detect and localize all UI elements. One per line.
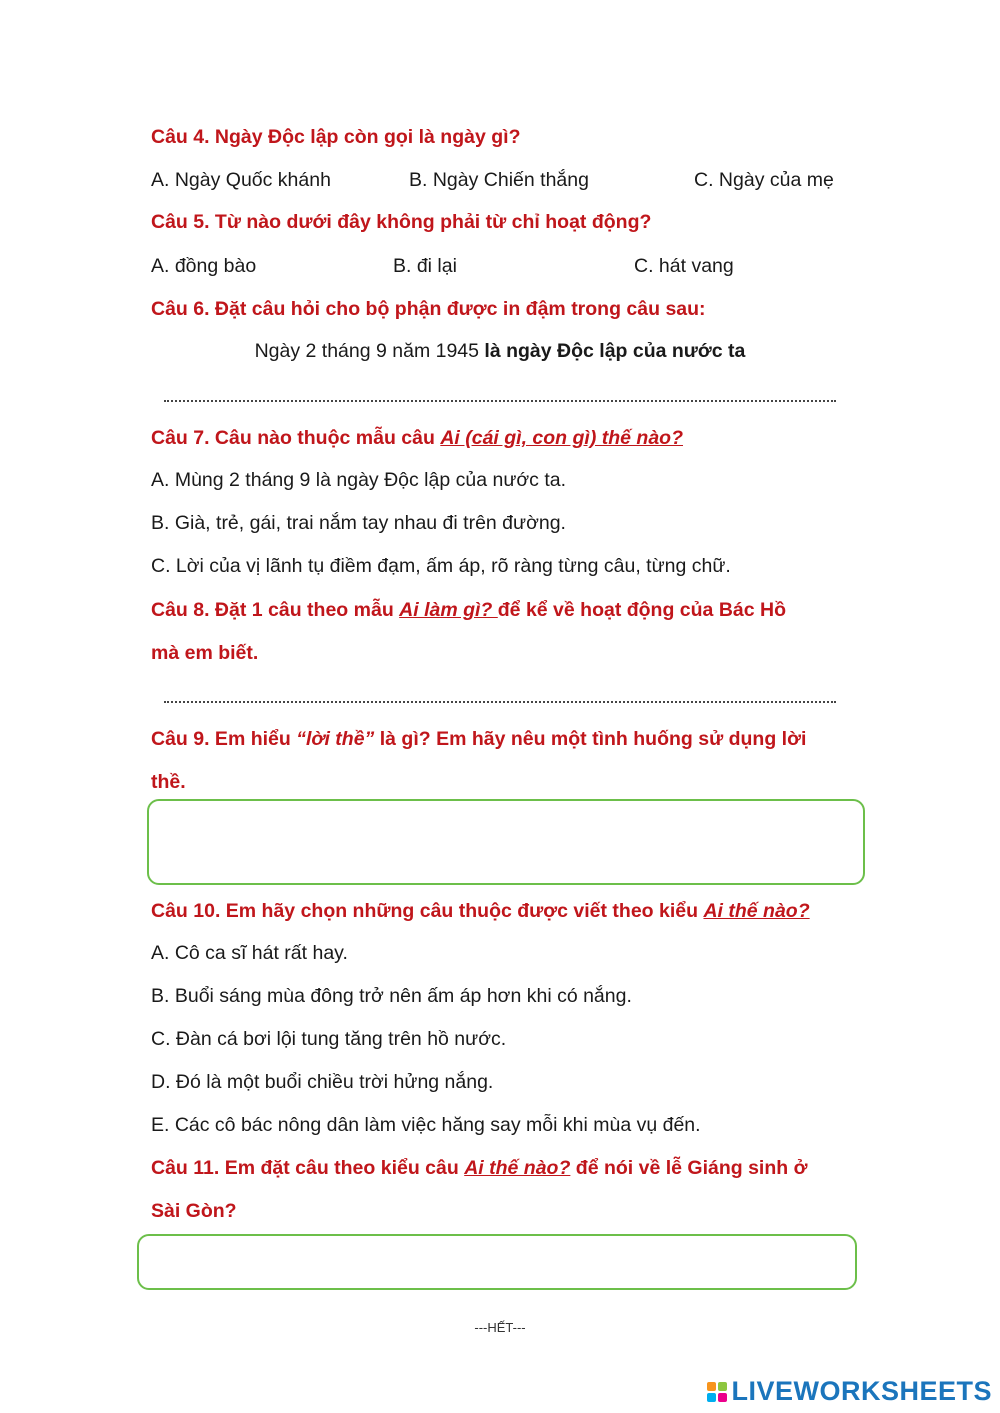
q7-title-prefix: Câu 7. Câu nào thuộc mẫu câu — [151, 427, 441, 449]
q9-title-prefix: Câu 9. Em hiểu — [151, 728, 297, 750]
q6-sentence-bold: là ngày Độc lập của nước ta — [484, 340, 746, 362]
q8-title — [151, 598, 786, 622]
q6-sentence-plain: Ngày 2 tháng 9 năm 1945 — [254, 340, 485, 362]
q10-option-c[interactable]: C. Đàn cá bơi lội tung tăng trên hồ nước. — [151, 1028, 507, 1050]
q11-answer-box[interactable] — [137, 1234, 857, 1290]
q6-title: Câu 6. Đặt câu hỏi cho bộ phận được in đậm trong câu sau: — [151, 298, 706, 320]
q4-option-a[interactable]: A. Ngày Quốc khánh — [151, 169, 331, 191]
q4-option-c[interactable]: C. Ngày của mẹ — [694, 169, 834, 191]
logo-tile-pink — [718, 1393, 727, 1402]
q11-title-pattern: Ai thế nào? — [464, 1157, 571, 1179]
q10-title — [151, 899, 810, 923]
q8-answer-line[interactable] — [164, 699, 836, 703]
q11-title-line2: Sài Gòn? — [151, 1200, 237, 1222]
q8-title-line2: mà em biết. — [151, 642, 259, 664]
q7-title — [151, 426, 683, 450]
q10-option-d[interactable]: D. Đó là một buổi chiều trời hửng nắng. — [151, 1071, 494, 1093]
q10-title-pattern: Ai thế nào? — [703, 900, 810, 922]
q11-title-suffix: để nói về lễ Giáng sinh ở — [570, 1157, 808, 1179]
q6-sentence — [0, 339, 1000, 363]
q6-answer-line[interactable] — [164, 398, 836, 402]
liveworksheets-logo — [707, 1376, 992, 1407]
q10-option-a[interactable]: A. Cô ca sĩ hát rất hay. — [151, 942, 348, 964]
q4-title: Câu 4. Ngày Độc lập còn gọi là ngày gì? — [151, 126, 521, 148]
q5-option-c[interactable]: C. hát vang — [634, 255, 734, 277]
q9-title-suffix: là gì? Em hãy nêu một tình huống sử dụng lời — [374, 728, 807, 750]
q11-title — [151, 1156, 807, 1180]
q5-option-b[interactable]: B. đi lại — [393, 255, 457, 277]
logo-tile-blue — [707, 1393, 716, 1402]
q8-title-prefix: Câu 8. Đặt 1 câu theo mẫu — [151, 599, 400, 621]
q10-option-b[interactable]: B. Buổi sáng mùa đông trở nên ấm áp hơn khi có nắng. — [151, 985, 632, 1007]
q8-title-suffix: để kể về hoạt động của Bác Hồ — [497, 599, 786, 621]
end-marker: ---HẾT--- — [474, 1320, 526, 1335]
q5-option-a[interactable]: A. đồng bào — [151, 255, 257, 277]
q10-title-prefix: Câu 10. Em hãy chọn những câu thuộc được viết theo kiểu — [151, 900, 704, 922]
q9-title — [151, 727, 806, 751]
logo-tile-green — [718, 1382, 727, 1391]
q4-option-b[interactable]: B. Ngày Chiến thắng — [409, 169, 589, 191]
q7-option-b[interactable]: B. Già, trẻ, gái, trai nắm tay nhau đi trên đường. — [151, 512, 566, 534]
q9-title-quote: “lời thề” — [296, 728, 375, 750]
logo-tile-orange — [707, 1382, 716, 1391]
q5-title: Câu 5. Từ nào dưới đây không phải từ chỉ hoạt động? — [151, 211, 652, 233]
q7-title-pattern: Ai (cái gì, con gì) thế nào? — [440, 427, 683, 449]
q11-title-prefix: Câu 11. Em đặt câu theo kiểu câu — [151, 1157, 465, 1179]
q9-answer-box[interactable] — [147, 799, 865, 885]
logo-tiles-icon — [707, 1382, 727, 1402]
logo-text: LIVEWORKSHEETS — [731, 1376, 992, 1406]
q7-option-c[interactable]: C. Lời của vị lãnh tụ điềm đạm, ấm áp, rõ ràng từng câu, từng chữ. — [151, 555, 731, 577]
q9-title-line2: thề. — [151, 771, 186, 793]
q10-option-e[interactable]: E. Các cô bác nông dân làm việc hăng say mỗi khi mùa vụ đến. — [151, 1114, 701, 1136]
q8-title-pattern: Ai làm gì? — [399, 599, 498, 621]
q7-option-a[interactable]: A. Mùng 2 tháng 9 là ngày Độc lập của nước ta. — [151, 469, 567, 491]
